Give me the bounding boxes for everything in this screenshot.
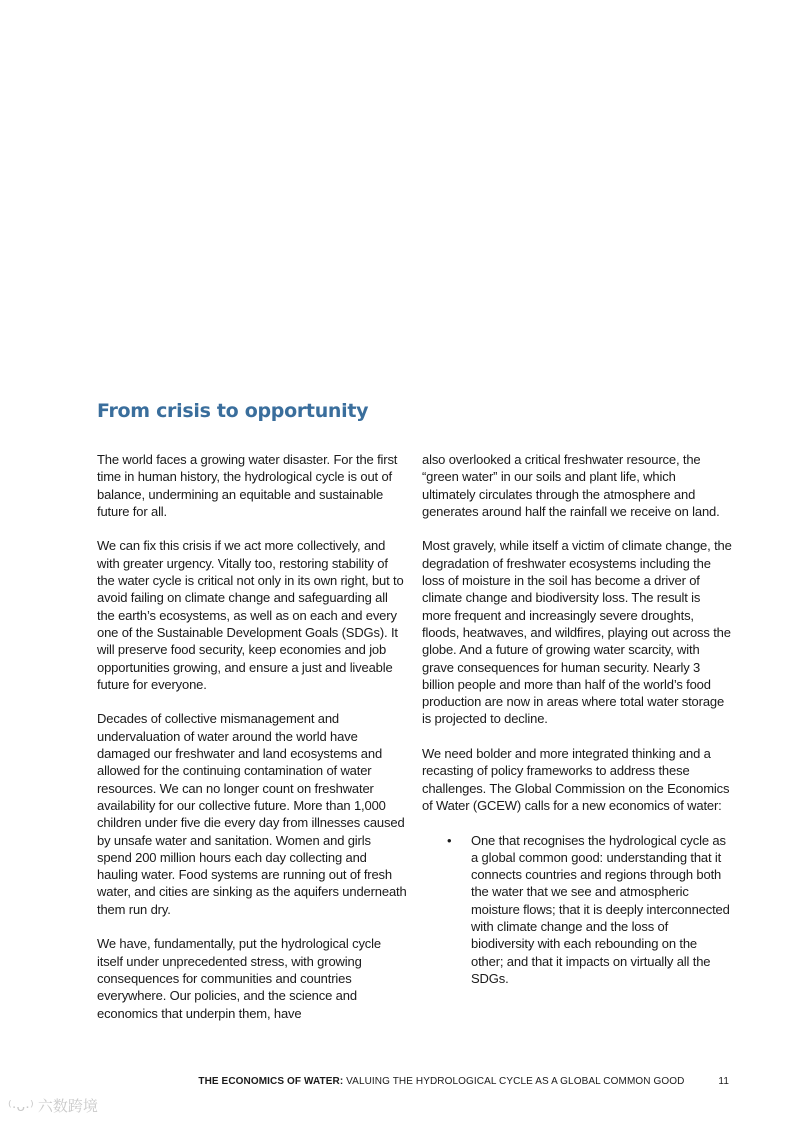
page-footer <box>198 1076 729 1087</box>
right-paragraph-1: also overlooked a critical freshwater resource, the “green water” in our soils and plant life, which ultimately circulates through the atmosphere and generates around half the rainfall we receive on land. <box>422 452 720 519</box>
bullet-item <box>422 832 732 988</box>
left-paragraph-3: Decades of collective mismanagement and undervaluation of water around the world have damaged our freshwater and land ecosystems and allowed for the continuing contamination of water resources. We can no longer count on freshwater availability for our collective future. More than 1,000 children under five die every day from illnesses caused by unsafe water and sanitation. Women and girls spend 200 million hours each day collecting and hauling water. Food systems are running out of fresh water, and cities are sinking as the aquifers underneath them run dry. <box>97 711 407 917</box>
left-paragraph-4: We have, fundamentally, put the hydrological cycle itself under unprecedented stress, with growing consequences for communities and countries everywhere. Our policies, and the science and economics that underpin them, have <box>97 936 381 1021</box>
right-paragraph-3: We need bolder and more integrated thinking and a recasting of policy frameworks to address these challenges. The Global Commission on the Economics of Water (GCEW) calls for a new economics of water: <box>422 746 730 813</box>
bullet-dot-icon: • <box>447 832 452 848</box>
section-title: From crisis to opportunity <box>97 400 369 422</box>
footer-title-bold: THE ECONOMICS OF WATER: <box>198 1076 344 1087</box>
footer-title-rest: VALUING THE HYDROLOGICAL CYCLE AS A GLOBAL COMMON GOOD <box>343 1076 685 1087</box>
page-number: 11 <box>718 1076 729 1087</box>
bullet-text: One that recognises the hydrological cycle as a global common good: understanding that it connects countries and regions through both the water that we see and atmospheric moisture flows; that it is deeply interconnected with climate change and the loss of biodiversity with each rebounding on the other; and that it impacts on virtually all the SDGs. <box>471 832 730 986</box>
bullet-list <box>422 832 732 988</box>
left-paragraph-2: We can fix this crisis if we act more collectively, and with greater urgency. Vitally too, restoring stability of the water cycle is critical not only in its own right, but to avoid failing on climate change and safeguarding all the earth’s ecosystems, as well as on each and every one of the Sustainable Development Goals (SDGs). It will preserve food security, keep economies and job opportunities growing, and ensure a just and liveable future for everyone. <box>97 538 404 692</box>
right-paragraph-2: Most gravely, while itself a victim of climate change, the degradation of freshwater ecosystems including the loss of moisture in the soil has become a driver of climate change and biodiversity loss. The result is more frequent and increasingly severe droughts, floods, heatwaves, and wildfires, playing out across the globe. And a future of growing water scarcity, with grave consequences for human security. Nearly 3 billion people and more than half of the world’s food production are now in areas where total water storage is projected to decline. <box>422 538 732 727</box>
left-column <box>97 451 407 1039</box>
watermark-logo: ⁽·ᴗ·⁾ 六数跨境 <box>8 1098 98 1115</box>
right-column <box>422 451 732 987</box>
left-paragraph-1: The world faces a growing water disaster. For the first time in human history, the hydrological cycle is out of balance, undermining an equitable and sustainable future for all. <box>97 452 398 519</box>
